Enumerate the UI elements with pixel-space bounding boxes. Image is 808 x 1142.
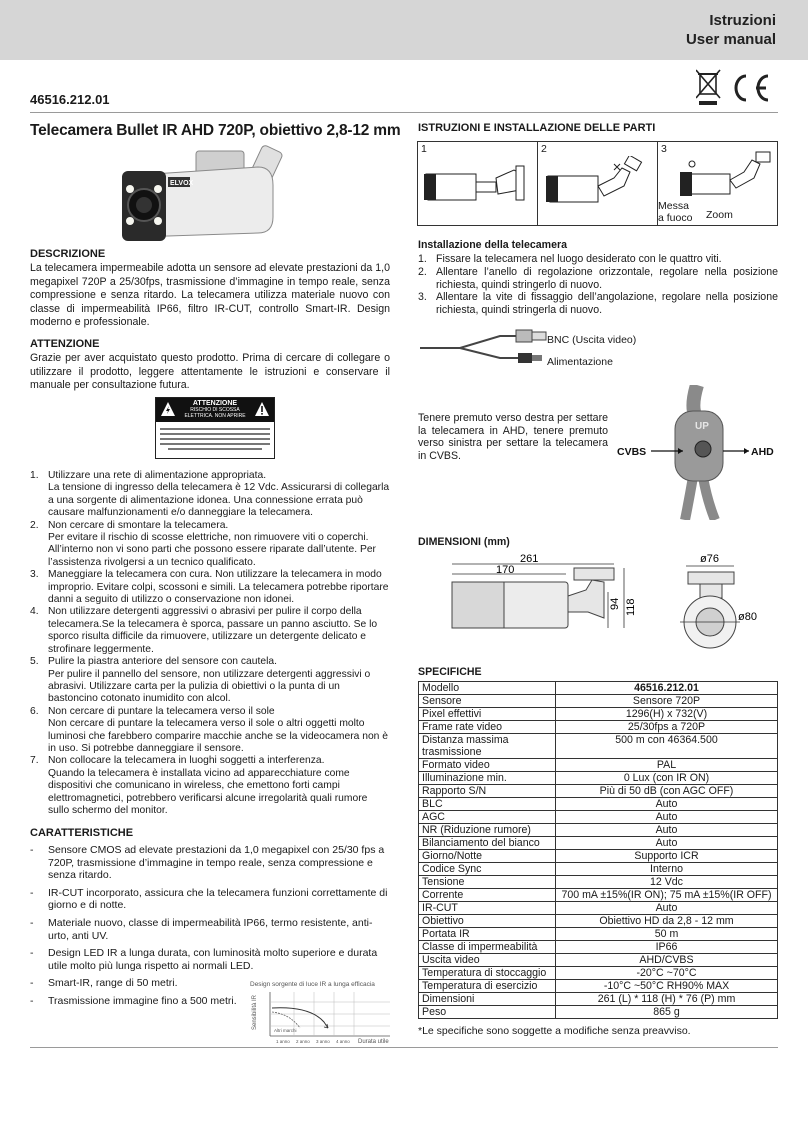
dim-76: ø76: [700, 553, 719, 565]
spec-key: Sensore: [419, 695, 556, 708]
spec-value: 46516.212.01: [556, 682, 778, 695]
safety-rule-text: Non cercare di smontare la telecamera. Per evitare il rischio di scosse elettriche, non rimuovere viti o coperchi. All’interno non vi sono parti che possono essere riparate dall’utente. Per l’assistenza rivolgersi a un tecnico qualificato.: [48, 519, 376, 568]
safety-rule: [30, 706, 390, 756]
spec-row: [419, 876, 778, 889]
warning-label-title: ATTENZIONE: [192, 400, 238, 407]
ir-efficacy-chart: [250, 978, 392, 1048]
spec-value: Più di 50 dB (con AGC OFF): [556, 785, 778, 798]
zoom-label: Zoom: [706, 209, 733, 221]
spec-key: AGC: [419, 811, 556, 824]
install-step-text: Fissare la telecamera nel luogo desiderato con le quattro viti.: [436, 253, 722, 265]
spec-value: Interno: [556, 863, 778, 876]
spec-value: PAL: [556, 759, 778, 772]
spec-row: [419, 993, 778, 1006]
feature-text: Design LED IR a lunga durata, con luminosità molto superiore e durata utile molto più lunga rispetto ai normali LED.: [48, 947, 378, 972]
spec-row: [419, 850, 778, 863]
spec-row: [419, 941, 778, 954]
switch-left-label: CVBS: [617, 446, 647, 458]
installazione-list: [418, 253, 778, 317]
spec-key: Giorno/Notte: [419, 850, 556, 863]
header-title-en: User manual: [685, 31, 776, 48]
spec-key: Peso: [419, 1006, 556, 1019]
spec-row: [419, 837, 778, 850]
spec-key: Pixel effettivi: [419, 708, 556, 721]
spec-value: Auto: [556, 902, 778, 915]
spec-note: *Le specifiche sono soggette a modifiche senza preavviso.: [418, 1025, 691, 1037]
attenzione-text: Grazie per aver acquistato questo prodotto. Prima di cercare di collegare o utilizzare il prodotto, leggere attentamente le istruzioni e conservare il manuale per consultazione futura.: [30, 352, 390, 392]
spec-value: Auto: [556, 798, 778, 811]
spec-row: [419, 954, 778, 967]
ce-mark-icon: [736, 76, 768, 100]
switch-up-label: UP: [695, 421, 709, 432]
spec-value: Auto: [556, 811, 778, 824]
spec-value: 261 (L) * 118 (H) * 76 (P) mm: [556, 993, 778, 1006]
chart-title: Design sorgente di luce IR a lunga efficacia: [250, 981, 375, 988]
spec-value: Obiettivo HD da 2,8 - 12 mm: [556, 915, 778, 928]
spec-value: 700 mA ±15%(IR ON); 75 mA ±15%(IR OFF): [556, 889, 778, 902]
spec-key: Portata IR: [419, 928, 556, 941]
spec-row: [419, 980, 778, 993]
spec-value: -20°C ~70°C: [556, 967, 778, 980]
chart-tick-1: 1 anno: [276, 1039, 290, 1044]
istruzioni-heading-wrap: [418, 122, 778, 136]
dimensions-drawing: [418, 552, 780, 660]
spec-value: Auto: [556, 824, 778, 837]
spec-key: Temperatura di esercizio: [419, 980, 556, 993]
focus-label: Messa a fuoco: [658, 200, 693, 224]
step-1-diagram: [424, 160, 532, 220]
feature-text: Smart-IR, range di 50 metri.: [48, 977, 178, 990]
step-2: [537, 141, 658, 226]
product-code: 46516.212.01: [30, 92, 110, 107]
spec-key: Corrente: [419, 889, 556, 902]
dim-80: ø80: [738, 611, 757, 623]
spec-row: [419, 759, 778, 772]
safety-rule-text: Non cercare di puntare la telecamera verso il sole Non cercare di puntare la telecamera verso il sole o altri oggetti molto luminosi che farebbero comparire macchie anche se la videocamera non è in uso. Si potrebbe danneggiare il sensore.: [48, 705, 388, 754]
safety-rule: [30, 470, 390, 520]
specifiche-section: [418, 666, 778, 1037]
install-step-text: Allentare la vite di fissaggio dell’angolazione, regolare nella posizione richiesta, quindi stringerla di nuovo.: [436, 291, 778, 317]
footer-divider: [30, 1047, 778, 1048]
attenzione-section: [30, 338, 390, 393]
feature-item: - Design LED IR a lunga durata, con luminosità molto superiore e durata utile molto più lunga rispetto ai normali LED.: [30, 947, 390, 972]
install-step-number: 1.: [418, 253, 427, 265]
safety-rule-number: 3.: [30, 569, 39, 581]
step-2-diagram: [544, 156, 652, 220]
warning-label-sub2: ELETTRICA. NON APRIRE: [184, 413, 246, 419]
feature-item: - Smart-IR, range di 50 metri.: [30, 977, 390, 990]
attenzione-heading: ATTENZIONE: [30, 338, 100, 350]
switch-diagram: [615, 385, 780, 520]
cable-diagram: [420, 326, 550, 372]
caratteristiche-heading: CARATTERISTICHE: [30, 827, 134, 839]
safety-rule-text: Non collocare la telecamera in luoghi soggetti a interferenza. Quando la telecamera è installata vicino ad apparecchiature come dispositivi che comunicano in wireless, che emettono forti campi elettromagnetici, potrebbero verificarsi alcune irregolarità quali rumore sullo schermo del monitor.: [48, 755, 368, 816]
feature-item: - Materiale nuovo, classe di impermeabilità IP66, termo resistente, anti-urto, anti UV.: [30, 917, 390, 942]
safety-rule-number: 4.: [30, 606, 39, 618]
spec-key: Tensione: [419, 876, 556, 889]
spec-row: [419, 695, 778, 708]
spec-row: [419, 902, 778, 915]
feature-item: - Sensore CMOS ad elevate prestazioni da 1,0 megapixel con 25/30 fps a 720P, trasmissione d’immagine in tempo reale, senza compressione e senza ritardo.: [30, 844, 390, 882]
spec-key: Modello: [419, 682, 556, 695]
descrizione-heading: DESCRIZIONE: [30, 248, 106, 260]
spec-row: [419, 811, 778, 824]
spec-key: Uscita video: [419, 954, 556, 967]
safety-rule-number: 5.: [30, 656, 39, 668]
spec-value: 0 Lux (con IR ON): [556, 772, 778, 785]
feature-text: Materiale nuovo, classe di impermeabilità IP66, termo resistente, anti-urto, anti UV.: [48, 916, 373, 942]
dimensioni-section: [418, 536, 778, 550]
install-step-text: Allentare l’anello di regolazione orizzontale, regolare nella posizione richiesta, quindi stringerlo di nuovo.: [436, 265, 778, 291]
dim-94: 94: [609, 597, 621, 610]
spec-key: BLC: [419, 798, 556, 811]
spec-value: AHD/CVBS: [556, 954, 778, 967]
spec-table: [418, 681, 778, 1019]
exclamation-warning-icon: [254, 401, 270, 417]
install-step: [418, 291, 778, 317]
spec-row: [419, 824, 778, 837]
spec-key: Bilanciamento del bianco: [419, 837, 556, 850]
spec-key: Obiettivo: [419, 915, 556, 928]
dim-170: 170: [496, 564, 515, 576]
feature-text: Trasmissione immagine fino a 500 metri.: [48, 994, 237, 1007]
page-title: Telecamera Bullet IR AHD 720P, obiettivo 2,8-12 mm: [30, 122, 401, 139]
spec-value: 865 g: [556, 1006, 778, 1019]
switch-right-label: AHD: [751, 446, 774, 458]
chart-ylabel: Sensibilità IR: [252, 994, 258, 1030]
spec-key: Formato video: [419, 759, 556, 772]
descrizione-section: [30, 248, 390, 330]
feature-text: IR-CUT incorporato, assicura che la telecamera funzioni correttamente di giorno e di notte.: [48, 886, 388, 912]
spec-key: Distanza massima trasmissione: [419, 734, 556, 759]
specifiche-heading: SPECIFICHE: [418, 666, 482, 678]
spec-value: 500 m con 46364.500: [556, 734, 778, 759]
spec-row: [419, 721, 778, 734]
spec-key: NR (Riduzione rumore): [419, 824, 556, 837]
spec-key: IR-CUT: [419, 902, 556, 915]
compliance-marks: [696, 68, 776, 108]
step-1: [417, 141, 538, 226]
safety-rule-number: 1.: [30, 470, 39, 481]
spec-value: -10°C ~50°C RH90% MAX: [556, 980, 778, 993]
install-step-number: 2.: [418, 265, 427, 278]
safety-rule-text: Non utilizzare detergenti aggressivi o abrasivi per pulire il corpo della telecamera.Se la telecamera è sporca, passare un panno asciutto. Se lo sporco risulta difficile da rimuovere, utilizzare un detergente delicato e strofinare leggermente.: [48, 606, 378, 655]
safety-rule-text: Maneggiare la telecamera con cura. Non utilizzare la telecamera in modo improprio. Evitare colpi, scossoni e simili. La telecamera potrebbe riportare danni a seguito di utilizzo o conservazione non idonei.: [48, 569, 389, 606]
installazione-section: [418, 239, 778, 317]
spec-value: IP66: [556, 941, 778, 954]
dimensioni-heading: DIMENSIONI (mm): [418, 536, 510, 548]
spec-row: [419, 682, 778, 695]
spec-key: Codice Sync: [419, 863, 556, 876]
feature-text: Sensore CMOS ad elevate prestazioni da 1,0 megapixel con 25/30 fps a 720P, trasmissione d’immagine in tempo reale, senza compressione e senza ritardo.: [48, 844, 385, 882]
warning-label-sub1: RISCHIO DI SCOSSA: [190, 407, 240, 413]
header-bar: [0, 0, 808, 60]
feature-item: - IR-CUT incorporato, assicura che la telecamera funzioni correttamente di giorno e di notte.: [30, 887, 390, 912]
header-title-it: Istruzioni: [709, 12, 776, 29]
step-2-number: 2: [541, 143, 547, 155]
safety-rule-text: Utilizzare una rete di alimentazione appropriata. La tensione di ingresso della telecamera è 12 Vdc. Assicurarsi di collegarla a una sorgente di alimentazione idonea. Una connessione errata può causare malfunzionamenti e/o danneggiare la telecamera.: [48, 470, 390, 519]
spec-value: Supporto ICR: [556, 850, 778, 863]
switch-text: Tenere premuto verso destra per settare la telecamera in AHD, tenere premuto verso sinistra per settare la telecamera in CVBS.: [418, 412, 608, 462]
safety-rule: [30, 569, 390, 606]
spec-value: 25/30fps a 720P: [556, 721, 778, 734]
camera-photo: [108, 145, 318, 245]
spec-row: [419, 734, 778, 759]
chart-tick-2: 2 anno: [296, 1039, 310, 1044]
install-step-number: 3.: [418, 291, 427, 304]
step-3-number: 3: [661, 143, 667, 155]
safety-rule-number: 6.: [30, 705, 39, 717]
descrizione-text: La telecamera impermeabile adotta un sensore ad elevate prestazioni da 1,0 megapixel 720P a 25/30fps, trasmissione d’immagine in tempo reale, senza compressione e senza ritardo. La telecamera utilizza materiale nuovo con classe di impermeabilità IP66, filtro IR-CUT, controllo Smart-IR. Design moderno e professionale.: [30, 262, 390, 329]
spec-row: [419, 785, 778, 798]
spec-row: [419, 915, 778, 928]
safety-rules-list: [30, 470, 390, 817]
install-steps-figure: [418, 141, 778, 226]
chart-tick-4: 4 anno: [336, 1039, 350, 1044]
install-step: [418, 253, 778, 266]
safety-rule: [30, 606, 390, 656]
camera-brand: ELVOX: [170, 180, 194, 187]
spec-value: Sensore 720P: [556, 695, 778, 708]
spec-row: [419, 708, 778, 721]
spec-value: 12 Vdc: [556, 876, 778, 889]
safety-rule-text: Pulire la piastra anteriore del sensore con cautela. Per pulire il pannello del sensore, non utilizzare detergenti aggressivi o abrasivi. Utilizzare carta per la pulizia di obiettivi o la punta di un bastoncino cotonato inumidito con alcol.: [48, 656, 371, 705]
spec-row: [419, 772, 778, 785]
spec-value: 50 m: [556, 928, 778, 941]
weee-bin-icon: [696, 70, 720, 105]
spec-row: [419, 889, 778, 902]
power-label: Alimentazione: [547, 356, 613, 368]
safety-rule: [30, 656, 390, 706]
spec-row: [419, 798, 778, 811]
spec-key: Frame rate video: [419, 721, 556, 734]
chart-curve-label: Altri marchi: [274, 1028, 297, 1033]
installazione-heading: Installazione della telecamera: [418, 239, 567, 251]
dim-118: 118: [625, 598, 637, 616]
spec-value: Auto: [556, 837, 778, 850]
safety-rule: [30, 520, 390, 570]
spec-row: [419, 967, 778, 980]
feature-item: - Trasmissione immagine fino a 500 metri.: [30, 995, 390, 1008]
step-3-diagram: [680, 150, 776, 196]
safety-rule: [30, 755, 390, 817]
spec-value: 1296(H) x 732(V): [556, 708, 778, 721]
spec-key: Illuminazione min.: [419, 772, 556, 785]
install-step: [418, 266, 778, 292]
chart-tick-3: 3 anno: [316, 1039, 330, 1044]
chart-xlabel: Durata utile: [358, 1039, 389, 1045]
spec-key: Rapporto S/N: [419, 785, 556, 798]
bnc-label: BNC (Uscita video): [547, 334, 637, 346]
warning-label: [155, 397, 275, 459]
spec-row: [419, 863, 778, 876]
step-1-number: 1: [421, 143, 427, 155]
step-3: [657, 141, 778, 226]
lightning-warning-icon: [160, 401, 176, 417]
spec-key: Temperatura di stoccaggio: [419, 967, 556, 980]
spec-row: [419, 1006, 778, 1019]
safety-rule-number: 7.: [30, 755, 39, 767]
istruzioni-heading: ISTRUZIONI E INSTALLAZIONE DELLE PARTI: [418, 122, 656, 134]
spec-row: [419, 928, 778, 941]
spec-key: Classe di impermeabilità: [419, 941, 556, 954]
spec-key: Dimensioni: [419, 993, 556, 1006]
dim-261: 261: [520, 553, 539, 565]
safety-rule-number: 2.: [30, 519, 39, 531]
divider: [30, 112, 778, 113]
